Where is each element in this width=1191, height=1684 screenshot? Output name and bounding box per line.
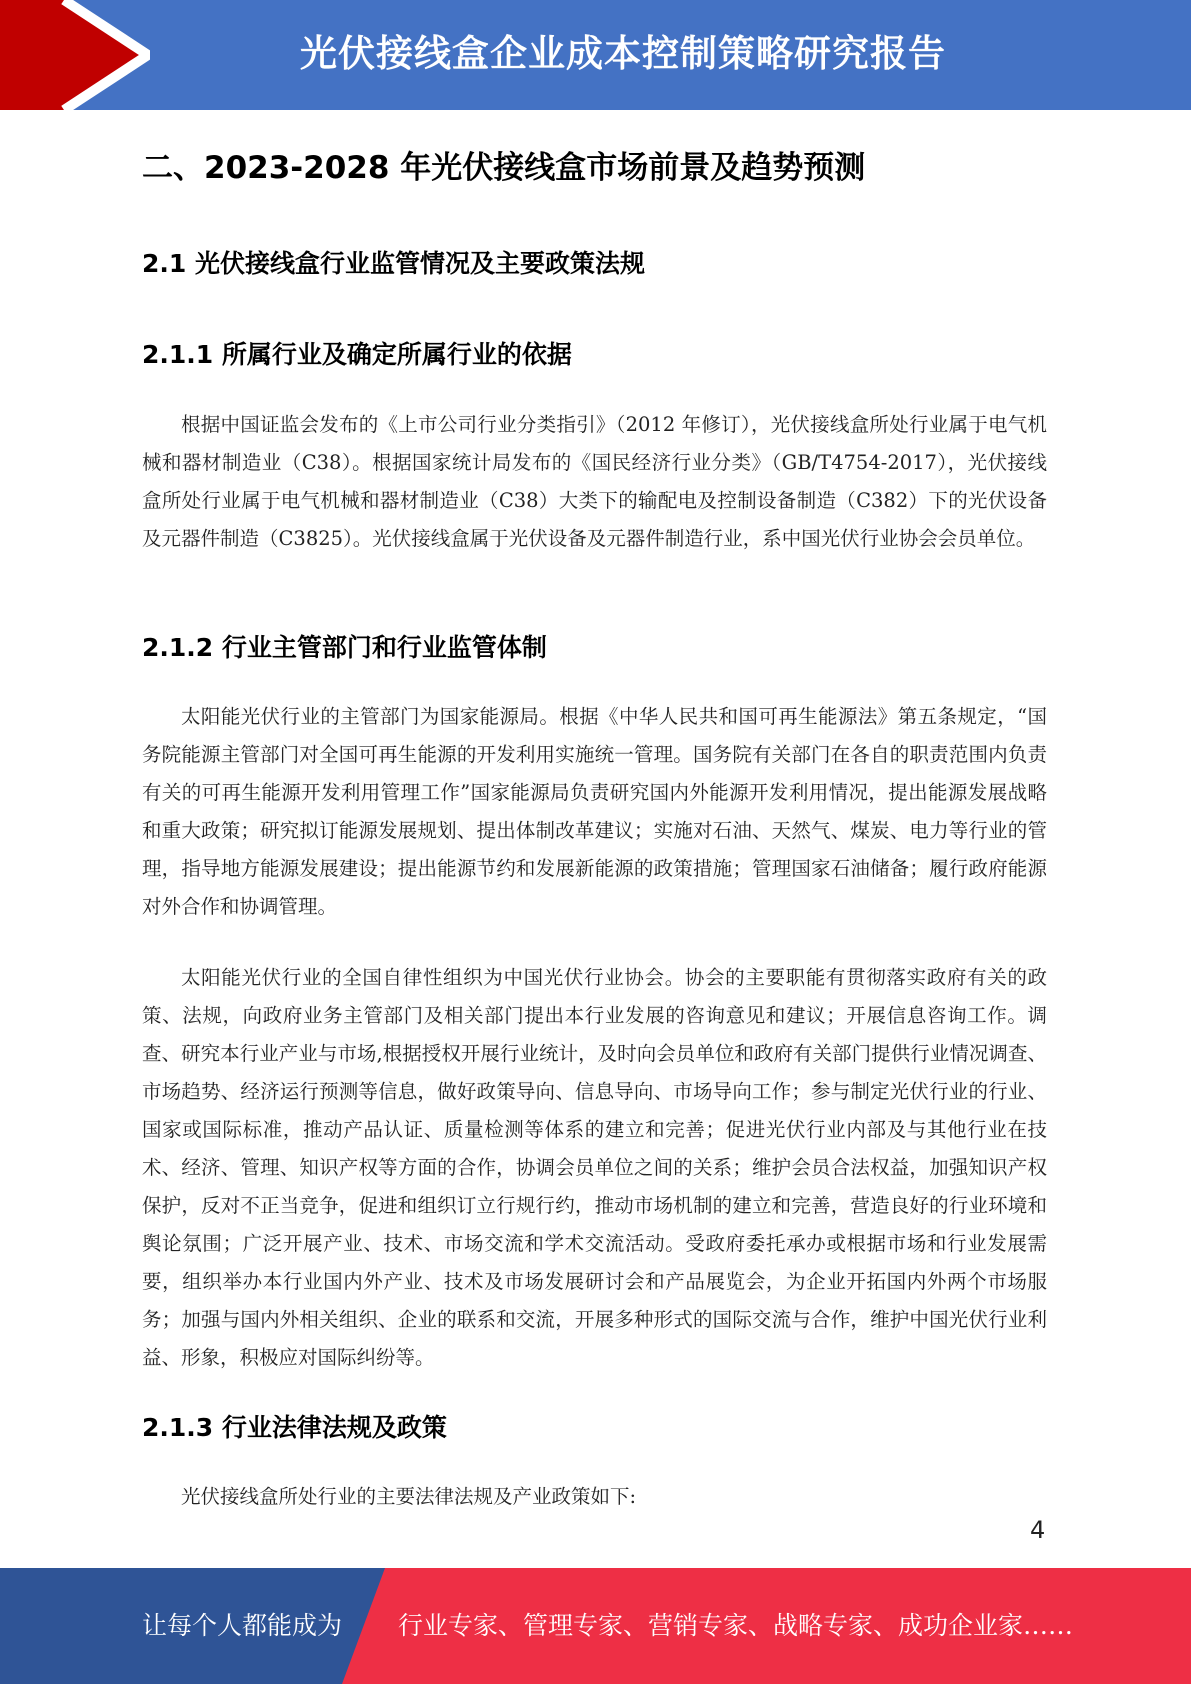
page-header-band xyxy=(0,0,1191,110)
paragraph-2-1-2-b: 太阳能光伏行业的全国自律性组织为中国光伏行业协会。协会的主要职能有贯彻落实政府有关的政策、法规，向政府业务主管部门及相关部门提出本行业发展的咨询意见和建议；开展信息咨询工作。调查、研究本行业产业与市场,根据授权开展行业统计，及时向会员单位和政府有关部门提供行业情况调查、市场趋势、经济运行预测等信息，做好政策导向、信息导向、市场导向工作；参与制定光伏行业的行业、国家或国际标准，推动产品认证、质量检测等体系的建立和完善；促进光伏行业内部及与其他行业在技术、经济、管理、知识产权等方面的合作，协调会员单位之间的关系；维护会员合法权益，加强知识产权保护，反对不正当竞争，促进和组织订立行规行约，推动市场机制的建立和完善，营造良好的行业环境和舆论氛围；广泛开展产业、技术、市场交流和学术交流活动。受政府委托承办或根据市场和行业发展需要，组织举办本行业国内外产业、技术及市场发展研讨会和产品展览会，为企业开拓国内外两个市场服务；加强与国内外相关组织、企业的联系和交流，开展多种形式的国际交流与合作，维护中国光伏行业利益、形象，积极应对国际纠纷等。 xyxy=(142,966,1047,1369)
paragraph-2-1-1: 根据中国证监会发布的《上市公司行业分类指引》（2012 年修订），光伏接线盒所处行业属于电气机械和器材制造业（C38）。根据国家统计局发布的《国民经济行业分类》（GB/T4754-2017），光伏接线盒所处行业属于电气机械和器材制造业（C38）大类下的输配电及控制设备制造（C382）下的光伏设备及元器件制造（C3825）。光伏接线盒属于光伏设备及元器件制造行业，系中国光伏行业协会会员单位。 xyxy=(142,413,1047,550)
paragraph-2-1-3: 光伏接线盒所处行业的主要法律法规及产业政策如下: xyxy=(181,1485,637,1508)
heading-2-1-3: 2.1.3 行业法律法规及政策 xyxy=(142,1413,447,1442)
report-title: 光伏接线盒企业成本控制策略研究报告 xyxy=(300,32,946,75)
heading-2-1-1: 2.1.1 所属行业及确定所属行业的依据 xyxy=(142,340,572,369)
page-footer-band xyxy=(0,1568,1191,1684)
footer-slogan-left: 让每个人都能成为 xyxy=(142,1611,343,1640)
header-chevron-decoration xyxy=(0,0,150,110)
paragraph-2-1-2-a: 太阳能光伏行业的主管部门为国家能源局。根据《中华人民共和国可再生能源法》第五条规定，“国务院能源主管部门对全国可再生能源的开发利用实施统一管理。国务院有关部门在各自的职责范围内负责有关的可再生能源开发利用管理工作”国家能源局负责研究国内外能源开发利用情况，提出能源发展战略和重大政策；研究拟订能源发展规划、提出体制改革建议；实施对石油、天然气、煤炭、电力等行业的管理，指导地方能源发展建设；提出能源节约和发展新能源的政策措施；管理国家石油储备；履行政府能源对外合作和协调管理。 xyxy=(142,705,1047,918)
footer-slogan-right: 行业专家、管理专家、营销专家、战略专家、成功企业家…… xyxy=(398,1611,1074,1640)
heading-2-1-2: 2.1.2 行业主管部门和行业监管体制 xyxy=(142,633,547,662)
subsection-heading-2-1: 2.1 光伏接线盒行业监管情况及主要政策法规 xyxy=(142,249,645,278)
page-number: 4 xyxy=(1030,1516,1046,1544)
section-heading: 二、2023-2028 年光伏接线盒市场前景及趋势预测 xyxy=(142,150,866,186)
